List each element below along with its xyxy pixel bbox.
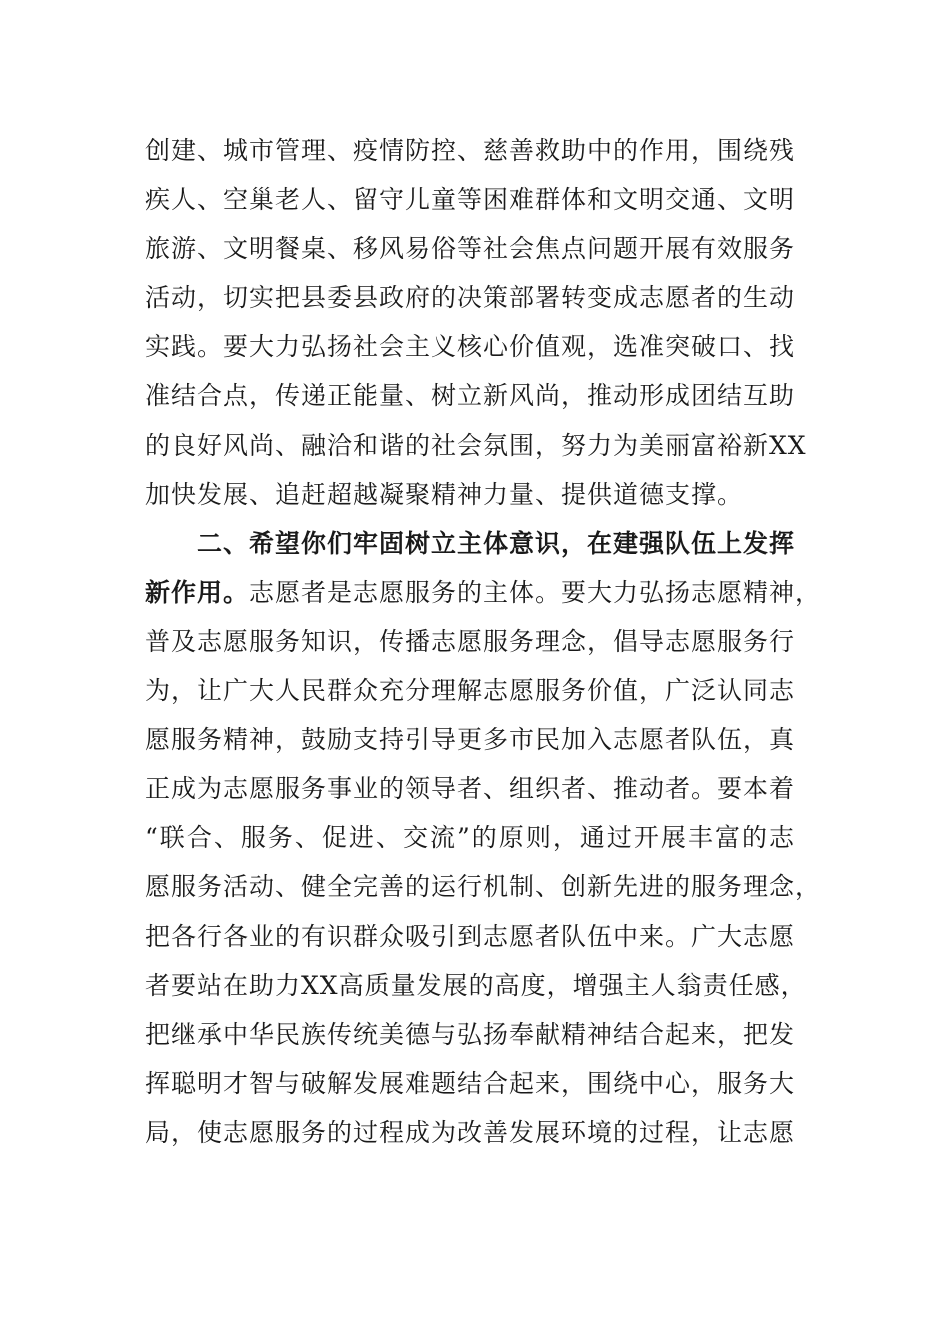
paragraph-line: 挥聪明才智与破解发展难题结合起来，围绕中心，服务大 (145, 1068, 796, 1098)
paragraph-line: 的良好风尚、融洽和谐的社会氛围，努力为美丽富裕新XX (145, 430, 807, 460)
paragraph-line: 为，让广大人民群众充分理解志愿服务价值，广泛认同志 (145, 676, 796, 706)
paragraph-line: 愿服务活动、健全完善的运行机制、创新先进的服务理念， (145, 872, 822, 902)
paragraph-line: 普及志愿服务知识，传播志愿服务理念，倡导志愿服务行 (145, 626, 796, 656)
paragraph-line: 把各行各业的有识群众吸引到志愿者队伍中来。广大志愿 (145, 921, 796, 951)
paragraph-line: 旅游、文明餐桌、移风易俗等社会焦点问题开展有效服务 (145, 234, 796, 264)
paragraph-line-text: 志愿者是志愿服务的主体。要大力弘扬志愿精神， (249, 577, 822, 607)
paragraph-line: 者要站在助力XX高质量发展的高度，增强主人翁责任感， (145, 970, 807, 1000)
paragraph-line: 局，使志愿服务的过程成为改善发展环境的过程，让志愿 (145, 1117, 796, 1147)
section-heading: 二、希望你们牢固树立主体意识，在建强队伍上发挥 (197, 528, 796, 558)
document-body (145, 126, 822, 1157)
section-heading-continuation (145, 568, 822, 617)
paragraph-line: 把继承中华民族传统美德与弘扬奉献精神结合起来，把发 (145, 1019, 796, 1049)
paragraph-line: 正成为志愿服务事业的领导者、组织者、推动者。要本着 (145, 774, 796, 804)
paragraph-line: 活动，切实把县委县政府的决策部署转变成志愿者的生动 (145, 283, 796, 313)
paragraph-line: 实践。要大力弘扬社会主义核心价值观，选准突破口、找 (145, 332, 796, 362)
paragraph-line: 疾人、空巢老人、留守儿童等困难群体和文明交通、文明 (145, 185, 796, 215)
paragraph-line: “联合、服务、促进、交流”的原则，通过开展丰富的志 (145, 823, 795, 853)
paragraph-line: 创建、城市管理、疫情防控、慈善救助中的作用，围绕残 (145, 136, 796, 165)
paragraph-line: 加快发展、追赶超越凝聚精神力量、提供道德支撑。 (145, 479, 744, 509)
section-heading-tail: 新作用。 (145, 577, 250, 607)
paragraph-line: 准结合点，传递正能量、树立新风尚，推动形成团结互助 (145, 381, 796, 411)
paragraph-line: 愿服务精神，鼓励支持引导更多市民加入志愿者队伍，真 (145, 725, 796, 755)
